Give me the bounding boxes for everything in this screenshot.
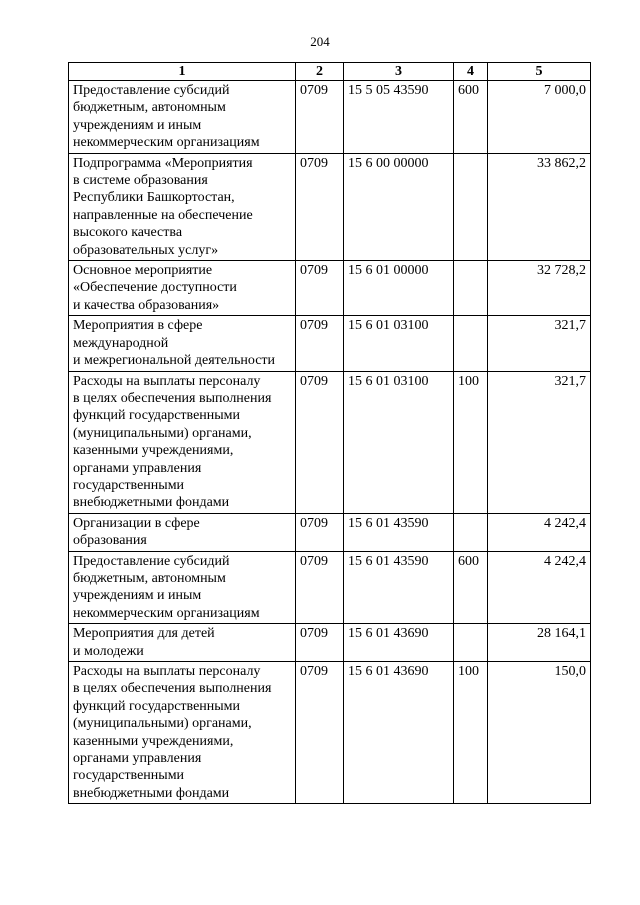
header-col-4: 4 <box>454 63 488 81</box>
target-article-code: 15 6 01 43590 <box>344 513 454 551</box>
header-col-2: 2 <box>296 63 344 81</box>
table-row <box>69 513 591 551</box>
table-row <box>69 624 591 662</box>
header-col-3: 3 <box>344 63 454 81</box>
table-row <box>69 551 591 624</box>
table-row <box>69 371 591 513</box>
target-article-code: 15 6 01 00000 <box>344 261 454 316</box>
page-number: 204 <box>310 34 330 49</box>
section-code: 0709 <box>296 153 344 260</box>
target-article-code: 15 6 01 03100 <box>344 316 454 371</box>
table-row <box>69 261 591 316</box>
expense-type-code <box>454 624 488 662</box>
expense-type-code <box>454 316 488 371</box>
table-row <box>69 662 591 804</box>
amount: 150,0 <box>488 662 591 804</box>
target-article-code: 15 6 01 43690 <box>344 624 454 662</box>
header-col-1: 1 <box>69 63 296 81</box>
amount: 33 862,2 <box>488 153 591 260</box>
item-name: Мероприятия в сфере международной и межрегиональной деятельности <box>69 316 296 371</box>
amount: 321,7 <box>488 316 591 371</box>
expense-type-code: 100 <box>454 662 488 804</box>
item-name: Организации в сфере образования <box>69 513 296 551</box>
item-name: Основное мероприятие «Обеспечение доступности и качества образования» <box>69 261 296 316</box>
item-name: Мероприятия для детей и молодежи <box>69 624 296 662</box>
section-code: 0709 <box>296 316 344 371</box>
target-article-code: 15 5 05 43590 <box>344 81 454 154</box>
amount: 321,7 <box>488 371 591 513</box>
budget-table <box>68 62 591 804</box>
expense-type-code <box>454 513 488 551</box>
item-name: Предоставление субсидий бюджетным, автономным учреждениям и иным некоммерческим организациям <box>69 551 296 624</box>
amount: 32 728,2 <box>488 261 591 316</box>
target-article-code: 15 6 00 00000 <box>344 153 454 260</box>
amount: 4 242,4 <box>488 513 591 551</box>
header-col-5: 5 <box>488 63 591 81</box>
section-code: 0709 <box>296 551 344 624</box>
section-code: 0709 <box>296 81 344 154</box>
table-row <box>69 153 591 260</box>
amount: 4 242,4 <box>488 551 591 624</box>
expense-type-code <box>454 153 488 260</box>
section-code: 0709 <box>296 261 344 316</box>
target-article-code: 15 6 01 43590 <box>344 551 454 624</box>
section-code: 0709 <box>296 662 344 804</box>
section-code: 0709 <box>296 513 344 551</box>
expense-type-code: 100 <box>454 371 488 513</box>
table-row <box>69 316 591 371</box>
expense-type-code: 600 <box>454 551 488 624</box>
expense-type-code <box>454 261 488 316</box>
header-row <box>69 63 591 81</box>
item-name: Расходы на выплаты персоналу в целях обеспечения выполнения функций государственными (муниципальными) органами, казенными учреждениями, органами управления государственными внебюджетными фондами <box>69 662 296 804</box>
target-article-code: 15 6 01 43690 <box>344 662 454 804</box>
amount: 7 000,0 <box>488 81 591 154</box>
table-row <box>69 81 591 154</box>
item-name: Предоставление субсидий бюджетным, автономным учреждениям и иным некоммерческим организациям <box>69 81 296 154</box>
expense-type-code: 600 <box>454 81 488 154</box>
section-code: 0709 <box>296 371 344 513</box>
target-article-code: 15 6 01 03100 <box>344 371 454 513</box>
item-name: Подпрограмма «Мероприятия в системе образования Республики Башкортостан, направленные на обеспечение высокого качества образовательных услуг» <box>69 153 296 260</box>
section-code: 0709 <box>296 624 344 662</box>
amount: 28 164,1 <box>488 624 591 662</box>
item-name: Расходы на выплаты персоналу в целях обеспечения выполнения функций государственными (муниципальными) органами, казенными учреждениями, органами управления государственными внебюджетными фондами <box>69 371 296 513</box>
